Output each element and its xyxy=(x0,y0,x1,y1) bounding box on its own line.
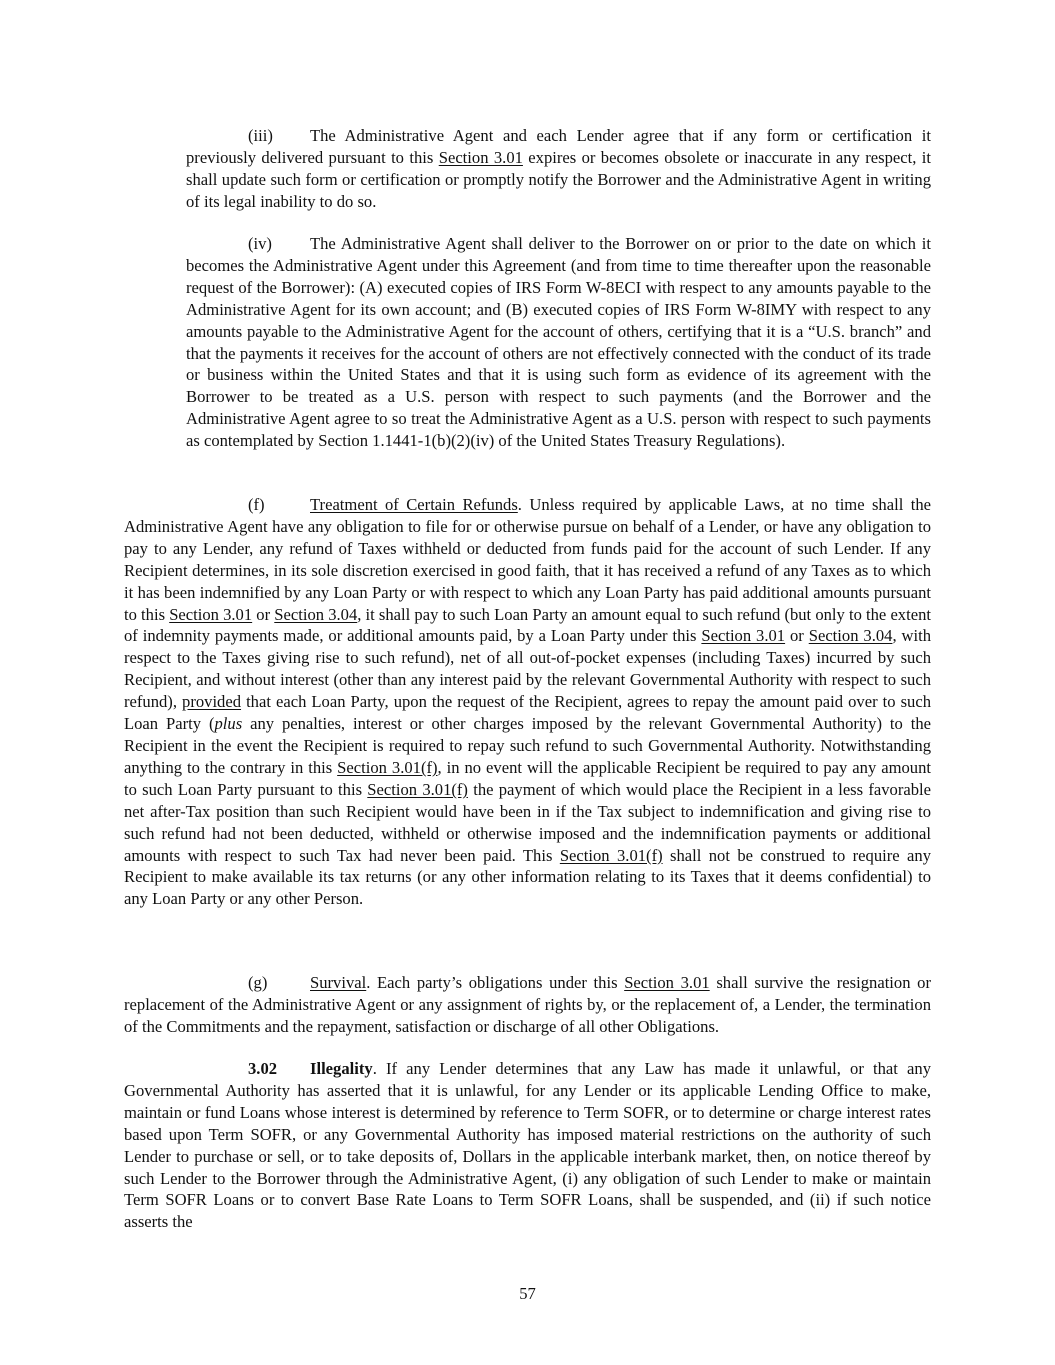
paragraph-f-text-4: or xyxy=(785,626,809,646)
paragraph-iii-text-2: expires or becomes obsolete or inaccurate in any respect, it shall update such form or certification or promptly notify the Borrower and the Administrative Agent in writing of its legal inability to do so. xyxy=(186,147,932,211)
paragraph-f-text-5: , with respect to the Taxes giving rise to such refund), net of all out-of-pocket expenses (including Taxes) incurred by such Recipient, and without interest (other than any interest paid by the relevant Governmental Authority with respect to such refund), xyxy=(124,626,931,712)
paragraph-f-text-2: or xyxy=(252,604,275,624)
cross-reference-link: Section 3.01 xyxy=(169,604,253,624)
paragraph-g-marker: (g) xyxy=(248,973,268,992)
paragraph-g-heading: Survival xyxy=(310,973,367,992)
page-number: 57 xyxy=(519,1284,536,1303)
paragraph-f-text-3: , it shall pay to such Loan Party an amount equal to such refund (but only to the extent of indemnity payments made, or additional amounts paid, by a Loan Party under this xyxy=(124,604,931,646)
cross-reference-link: Section 3.04 xyxy=(808,626,893,646)
plus-term: plus xyxy=(214,714,243,734)
paragraph-g-text-1: . Each party’s obligations under this xyxy=(366,973,625,992)
paragraph-iii-marker: (iii) xyxy=(248,126,273,145)
paragraph-g xyxy=(124,972,931,1038)
paragraph-f-text-7: any penalties, interest or other charges imposed by the relevant Governmental Authority) to the Recipient in the event the Recipient is required to repay such refund to such Governmental Authority. Notwithstanding anything to the contrary in this xyxy=(124,714,931,777)
cross-reference-link: Section 3.01(f) xyxy=(337,757,438,777)
section-number: 3.02 xyxy=(248,1059,278,1078)
section-3-02 xyxy=(124,1058,931,1233)
provided-term: provided xyxy=(182,692,242,712)
paragraph-iv-marker: (iv) xyxy=(248,234,272,253)
paragraph-f xyxy=(124,494,931,910)
paragraph-f-text-9: the payment of which would place the Recipient in a less favorable net after-Tax position than such Recipient would have been in if the Tax subject to indemnification and giving rise to such refund had not been deducted, withheld or otherwise imposed and the indemnification payments or additional amounts with respect to such Tax had never been paid. This xyxy=(124,779,931,865)
paragraph-iv-text: The Administrative Agent shall deliver to the Borrower on or prior to the date on which it becomes the Administrative Agent under this Agreement (and from time to time thereafter upon the reasonable request of the Borrower): (A) executed copies of IRS Form W-8ECI with respect to any amounts payable to the Administrative Agent for its own account; and (B) executed copies of IRS Form W-8IMY with respect to any amounts payable to the Administrative Agent for the account of others, certifying that it is a “U.S. branch” and that the payments it receives for the account of others are not effectively connected with the conduct of its trade or business within the United States and that it is using such form as evidence of its agreement with the Borrower to be treated as a U.S. person with respect to such payments (and the Borrower and the Administrative Agent agree to so treat the Administrative Agent as a U.S. person with respect to such payments as contemplated by Section 1.1441-1(b)(2)(iv) of the United States Treasury Regulations). xyxy=(186,234,931,451)
paragraph-f-text-6: that each Loan Party, upon the request of the Recipient, agrees to repay the amount paid over to such Loan Party ( xyxy=(124,692,931,734)
paragraph-f-text-8: , in no event will the applicable Recipient be required to pay any amount to such Loan Party pursuant to this xyxy=(124,757,931,799)
cross-reference-link: Section 3.04 xyxy=(274,604,358,624)
paragraph-g-text-2: shall survive the resignation or replacement of the Administrative Agent or any assignment of rights by, or the replacement of, a Lender, the termination of the Commitments and the repayment, satisfaction or discharge of all other Obligations. xyxy=(124,973,931,1036)
paragraph-f-text-1: . Unless required by applicable Laws, at no time shall the Administrative Agent have any obligation to file for or otherwise pursue on behalf of a Lender, or have any obligation to pay to any Lender, any refund of Taxes withheld or deducted from funds paid for the account of such Lender. If any Recipient determines, in its sole discretion exercised in good faith, that it has received a refund of any Taxes as to which it has been indemnified by any Loan Party or with respect to which any Loan Party has paid additional amounts pursuant to this xyxy=(124,495,931,624)
paragraph-iii xyxy=(186,125,931,213)
section-3-02-text: . If any Lender determines that any Law has made it unlawful, or that any Governmental Authority has asserted that it is unlawful, for any Lender or its applicable Lending Office to make, maintain or fund Loans whose interest is determined by reference to Term SOFR, or to determine or charge interest rates based upon Term SOFR, or any Governmental Authority has imposed material restrictions on the authority of such Lender to purchase or sell, or to take deposits of, Dollars in the applicable interbank market, then, on notice thereof by such Lender to the Borrower through the Administrative Agent, (i) any obligation of such Lender to make or maintain Term SOFR Loans or to convert Base Rate Loans to Term SOFR Loans, shall be suspended, and (ii) if such notice asserts the xyxy=(124,1059,931,1232)
paragraph-iv xyxy=(186,233,931,452)
cross-reference-link: Section 3.01(f) xyxy=(559,845,663,865)
cross-reference-link: Section 3.01 xyxy=(701,626,786,646)
cross-reference-link: Section 3.01 xyxy=(438,147,523,167)
cross-reference-link: Section 3.01(f) xyxy=(367,779,468,799)
section-heading: Illegality xyxy=(310,1059,373,1078)
paragraph-f-text-10: shall not be construed to require any Recipient to make available its tax returns (or any other information relating to its Taxes that it deems confidential) to any Loan Party or any other Person. xyxy=(124,845,931,909)
paragraph-f-marker: (f) xyxy=(248,495,265,514)
paragraph-iii-text-1: The Administrative Agent and each Lender agree that if any form or certification it previously delivered pursuant to this xyxy=(186,126,931,167)
cross-reference-link: Section 3.01 xyxy=(624,973,710,992)
paragraph-f-heading: Treatment of Certain Refunds xyxy=(310,495,518,514)
